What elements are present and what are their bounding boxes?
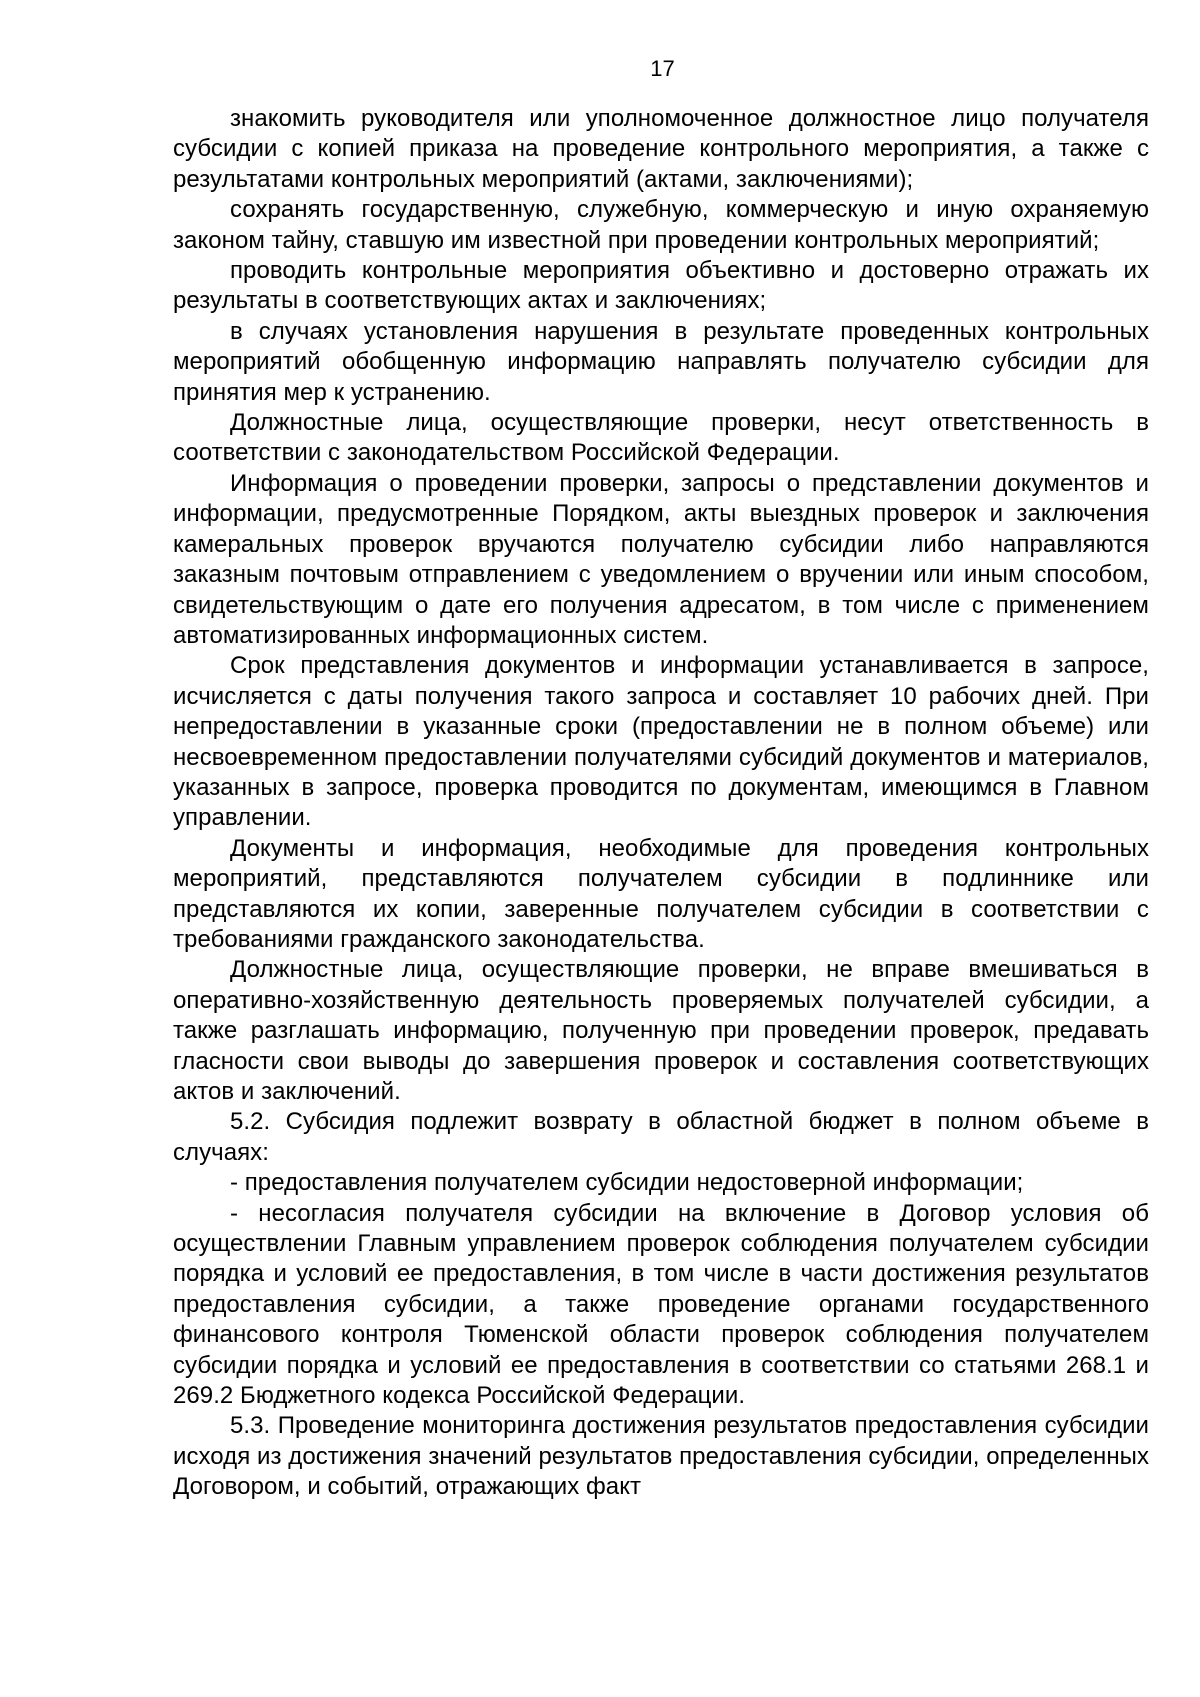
paragraph: 5.2. Субсидия подлежит возврату в областной бюджет в полном объеме в случаях: <box>173 1108 1149 1166</box>
paragraph: проводить контрольные мероприятия объективно и достоверно отражать их результаты в соответствующих актах и заключениях; <box>173 257 1149 315</box>
paragraph: знакомить руководителя или уполномоченное должностное лицо получателя субсидии с копией приказа на проведение контрольного мероприятия, а также с результатами контрольных мероприятий (актами, заключениями); <box>173 105 1149 193</box>
document-body <box>173 104 1149 1503</box>
paragraph: Документы и информация, необходимые для проведения контрольных мероприятий, представляются получателем субсидии в подлиннике или представляются их копии, заверенные получателем субсидии в соответствии с требованиями гражданского законодательства. <box>173 834 1149 953</box>
paragraph: Информация о проведении проверки, запросы о представлении документов и информации, предусмотренные Порядком, акты выездных проверок и заключения камеральных проверок вручаются получателю субсидии либо направляются заказным почтовым отправлением с уведомлением о вручении или иным способом, свидетельствующим о дате его получения адресатом, в том числе с применением автоматизированных информационных систем. <box>173 469 1149 649</box>
paragraph: в случаях установления нарушения в результате проведенных контрольных мероприятий обобщенную информацию направлять получателю субсидии для принятия мер к устранению. <box>173 317 1149 406</box>
paragraph: Должностные лица, осуществляющие проверки, несут ответственность в соответствии с законодательством Российской Федерации. <box>173 409 1149 467</box>
page-number: 17 <box>650 56 675 81</box>
paragraph: сохранять государственную, служебную, коммерческую и иную охраняемую законом тайну, ставшую им известной при проведении контрольных мероприятий; <box>173 196 1149 254</box>
paragraph: Срок представления документов и информации устанавливается в запросе, исчисляется с даты получения такого запроса и составляет 10 рабочих дней. При непредоставлении в указанные сроки (предоставлении не в полном объеме) или несвоевременном предоставлении получателями субсидий документов и материалов, указанных в запросе, проверка проводится по документам, имеющимся в Главном управлении. <box>173 652 1149 832</box>
paragraph: Должностные лица, осуществляющие проверки, не вправе вмешиваться в оперативно-хозяйственную деятельность проверяемых получателей субсидии, а также разглашать информацию, полученную при проведении проверок, предавать гласности свои выводы до завершения проверок и составления соответствующих актов и заключений. <box>173 956 1149 1105</box>
paragraph: 5.3. Проведение мониторинга достижения результатов предоставления субсидии исходя из достижения значений результатов предоставления субсидии, определенных Договором, и событий, отражающих факт <box>173 1412 1149 1501</box>
paragraph: - предоставления получателем субсидии недостоверной информации; <box>230 1169 1024 1197</box>
page-number-container <box>0 56 1200 82</box>
paragraph: - несогласия получателя субсидии на включение в Договор условия об осуществлении Главным управлением проверок соблюдения получателем субсидии порядка и условий ее предоставления, в том числе в части достижения результатов предоставления субсидии, а также проведение органами государственного финансового контроля Тюменской области проверок соблюдения получателем субсидии порядка и условий ее предоставления в соответствии со статьями 268.1 и 269.2 Бюджетного кодекса Российской Федерации. <box>173 1199 1149 1410</box>
